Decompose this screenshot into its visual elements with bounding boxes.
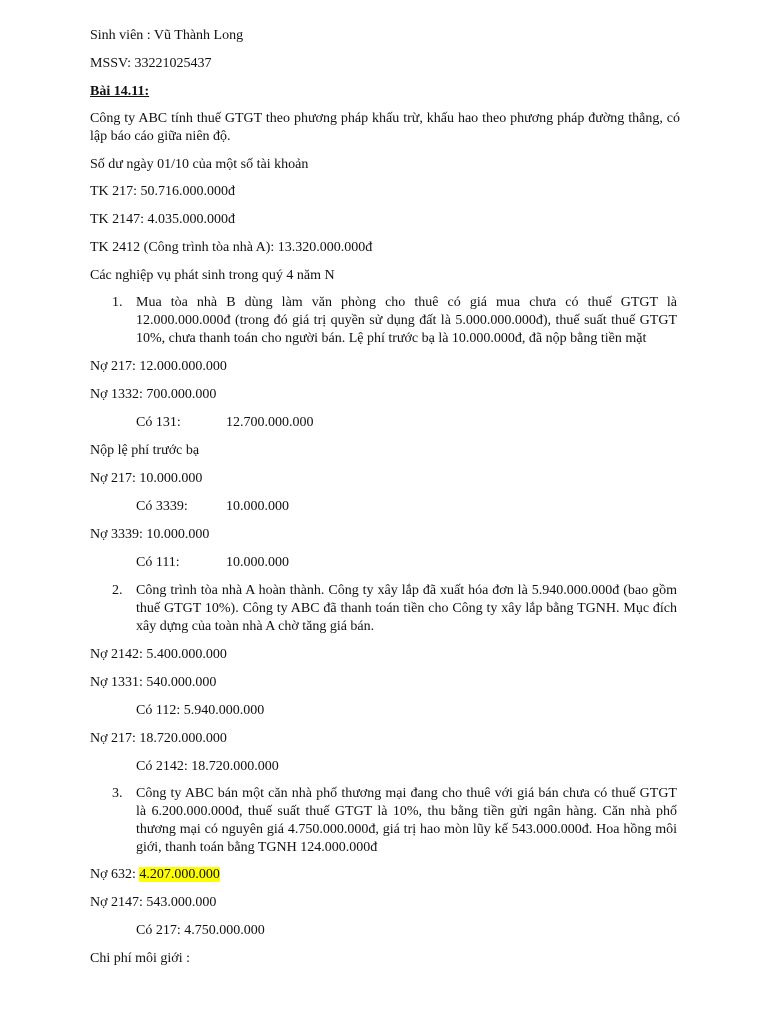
entry-credit-amount: 10.000.000 (226, 555, 289, 570)
student-id: MSSV: 33221025437 (90, 56, 212, 71)
entry-line: Nợ 217: 18.720.000.000 (90, 731, 227, 746)
entry-line: Nợ 3339: 10.000.000 (90, 527, 210, 542)
entry-credit-label: Có 111: (136, 555, 180, 570)
balance-tk217: TK 217: 50.716.000.000đ (90, 184, 236, 199)
list-item-number: 3. (112, 786, 123, 801)
list-item-text: Công trình tòa nhà A hoàn thành. Công ty xây lắp đã xuất hóa đơn là 5.940.000.000đ (bao gồm thuế GTGT 10%). Công ty ABC đã thanh toán tiền cho Công ty xây lắp bằng TGNH. Mục đích xây dựng của toàn nhà A chờ tăng giá bán. (136, 583, 677, 634)
entry-line: Có 2142: 18.720.000.000 (136, 759, 279, 774)
list-item (112, 582, 677, 636)
exercise-title-text: Bài 14.11: (90, 84, 150, 99)
entry-credit-label: Có 131: (136, 415, 181, 430)
list-item (112, 785, 677, 857)
entry-note: Chi phí môi giới : (90, 951, 190, 966)
entry-debit-label: Nợ 632: (90, 867, 140, 882)
list-item-number: 1. (112, 295, 123, 310)
list-item-text: Công ty ABC bán một căn nhà phố thương mại đang cho thuê với giá bán chưa có thuế GTGT là 6.200.000.000đ, thuế suất thuế GTGT là 10%, thu bằng tiền gửi ngân hàng. Căn nhà phố thương mại có nguyên giá 4.750.000.000đ, giá trị hao mòn lũy kế 543.000.000đ. Hoa hồng môi giới, thanh toán bằng TGNH 124.000.000đ (136, 786, 677, 855)
transactions-heading: Các nghiệp vụ phát sinh trong quý 4 năm N (90, 268, 335, 283)
intro-paragraph: Công ty ABC tính thuế GTGT theo phương pháp khấu trừ, khấu hao theo phương pháp đường thẳng, có lập báo cáo giữa niên độ. (90, 111, 680, 144)
entry-credit-amount: 10.000.000 (226, 499, 289, 514)
highlighted-amount: 4.207.000.000 (139, 867, 220, 882)
balance-tk2412: TK 2412 (Công trình tòa nhà A): 13.320.000.000đ (90, 240, 373, 255)
exercise-title (90, 83, 149, 101)
student-name: Sinh viên : Vũ Thành Long (90, 28, 244, 43)
list-item (112, 294, 677, 348)
entry-line: Nợ 2147: 543.000.000 (90, 895, 217, 910)
entry-line: Nợ 1332: 700.000.000 (90, 387, 217, 402)
entry-line: Có 217: 4.750.000.000 (136, 923, 265, 938)
entry-line: Có 112: 5.940.000.000 (136, 703, 265, 718)
balance-tk2147: TK 2147: 4.035.000.000đ (90, 212, 236, 227)
list-item-number: 2. (112, 583, 123, 598)
entry-credit-amount: 12.700.000.000 (226, 415, 314, 430)
entry-line: Nợ 1331: 540.000.000 (90, 675, 217, 690)
balances-heading: Số dư ngày 01/10 của một số tài khoản (90, 157, 309, 172)
entry-line: Nợ 217: 12.000.000.000 (90, 359, 227, 374)
list-item-text: Mua tòa nhà B dùng làm văn phòng cho thuê có giá mua chưa có thuế GTGT là 12.000.000.000đ (trong đó giá trị quyền sử dụng đất là 5.000.000.000đ), thuế suất thuế GTGT 10%, chưa thanh toán cho người bán. Lệ phí trước bạ là 10.000.000đ, đã nộp bằng tiền mặt (136, 295, 677, 346)
entry-line (90, 866, 220, 884)
entry-note: Nộp lệ phí trước bạ (90, 443, 200, 458)
entry-line: Nợ 217: 10.000.000 (90, 471, 203, 486)
entry-line: Nợ 2142: 5.400.000.000 (90, 647, 227, 662)
entry-credit-label: Có 3339: (136, 499, 188, 514)
